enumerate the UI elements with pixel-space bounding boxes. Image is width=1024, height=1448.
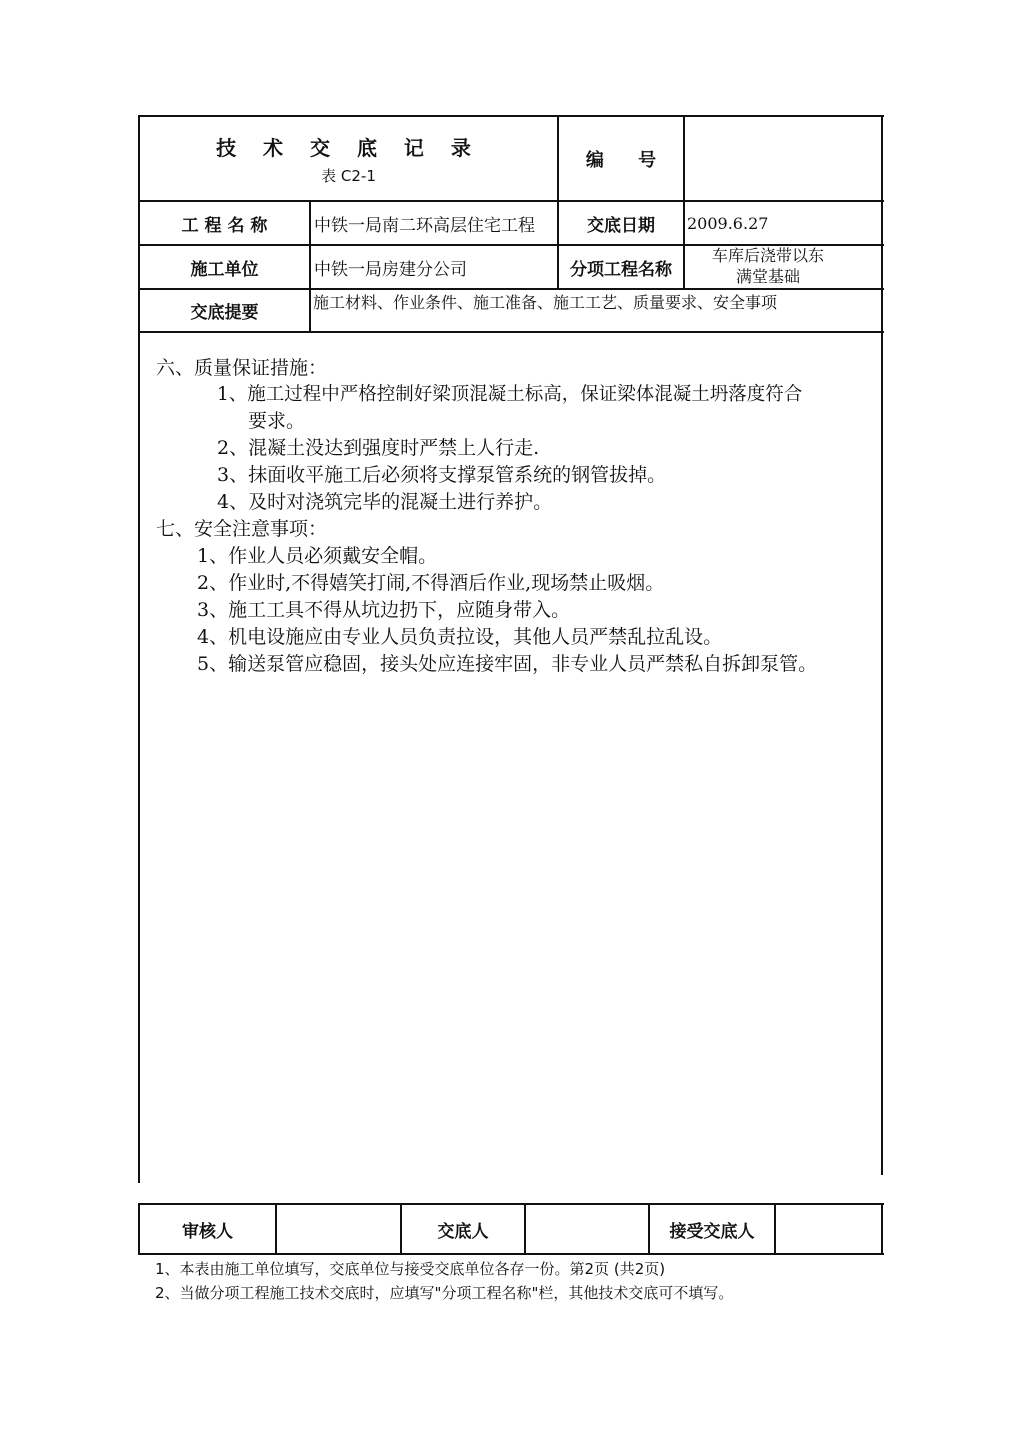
- subproject-value[interactable]: [685, 245, 881, 288]
- reviewer-field[interactable]: [277, 1205, 400, 1253]
- footnote-1: 1、本表由施工单位填写，交底单位与接受交底单位各存一份。第2页 (共2页): [155, 1260, 666, 1278]
- section-7-item-1: 1、作业人员必须戴安全帽。: [197, 545, 438, 567]
- form-code: 表 C2-1: [321, 166, 376, 185]
- summary-value[interactable]: 施工材料、作业条件、施工准备、施工工艺、质量要求、安全事项: [313, 293, 778, 312]
- section-6-item-1-cont: 要求。: [248, 410, 306, 432]
- receiver-field[interactable]: [776, 1205, 881, 1253]
- section-6-item-1: 1、施工过程中严格控制好梁顶混凝土标高，保证梁体混凝土坍落度符合: [217, 384, 803, 405]
- signature-border-right: [881, 1203, 883, 1255]
- number-label: 编 号: [585, 149, 657, 171]
- section-6-item-3: 3、抹面收平施工后必须将支撑泵管系统的钢管拔掉。: [217, 464, 667, 486]
- subproject-line-1: 车库后浇带以东: [711, 246, 824, 265]
- date-label: 交底日期: [587, 215, 655, 236]
- discloser-field[interactable]: [526, 1205, 648, 1253]
- footnote-2: 2、当做分项工程施工技术交底时，应填写"分项工程名称"栏，其他技术交底可不填写。: [155, 1284, 734, 1302]
- summary-label: 交底提要: [190, 303, 259, 323]
- contractor-label: 施工单位: [190, 259, 259, 280]
- signature-border-bottom: [138, 1253, 884, 1255]
- form-title: 技 术 交 底 记 录: [216, 135, 481, 160]
- table-border-right: [881, 115, 883, 1175]
- section-7-item-4: 4、机电设施应由专业人员负责拉设，其他人员严禁乱拉乱设。: [197, 626, 723, 648]
- number-value[interactable]: [685, 117, 881, 200]
- section-7-item-5: 5、输送泵管应稳固，接头处应连接牢固，非专业人员严禁私自拆卸泵管。: [197, 653, 818, 675]
- project-name-value[interactable]: 中铁一局南二环高层住宅工程: [314, 215, 535, 236]
- section-6-item-2: 2、混凝土没达到强度时严禁上人行走.: [217, 437, 540, 459]
- discloser-label: 交底人: [437, 1221, 489, 1242]
- form-title-block: [140, 117, 557, 200]
- subproject-label: 分项工程名称: [570, 259, 672, 280]
- section-7-item-2: 2、作业时,不得嬉笑打闹,不得酒后作业,现场禁止吸烟。: [197, 572, 665, 594]
- section-6-item-4: 4、及时对浇筑完毕的混凝土进行养护。: [217, 491, 553, 513]
- section-7-heading: 七、安全注意事项：: [156, 518, 328, 540]
- receiver-label: 接受交底人: [669, 1221, 755, 1242]
- reviewer-label: 审核人: [182, 1221, 233, 1242]
- section-6-heading: 六、质量保证措施：: [156, 357, 328, 379]
- section-7-item-3: 3、施工工具不得从坑边扔下，应随身带入。: [197, 599, 571, 621]
- subproject-line-2: 满堂基础: [735, 267, 800, 286]
- contractor-value[interactable]: 中铁一局房建分公司: [314, 259, 467, 280]
- project-name-label: 工 程 名 称: [181, 215, 268, 236]
- table-row-divider: [138, 331, 884, 333]
- date-value[interactable]: 2009.6.27: [687, 213, 769, 233]
